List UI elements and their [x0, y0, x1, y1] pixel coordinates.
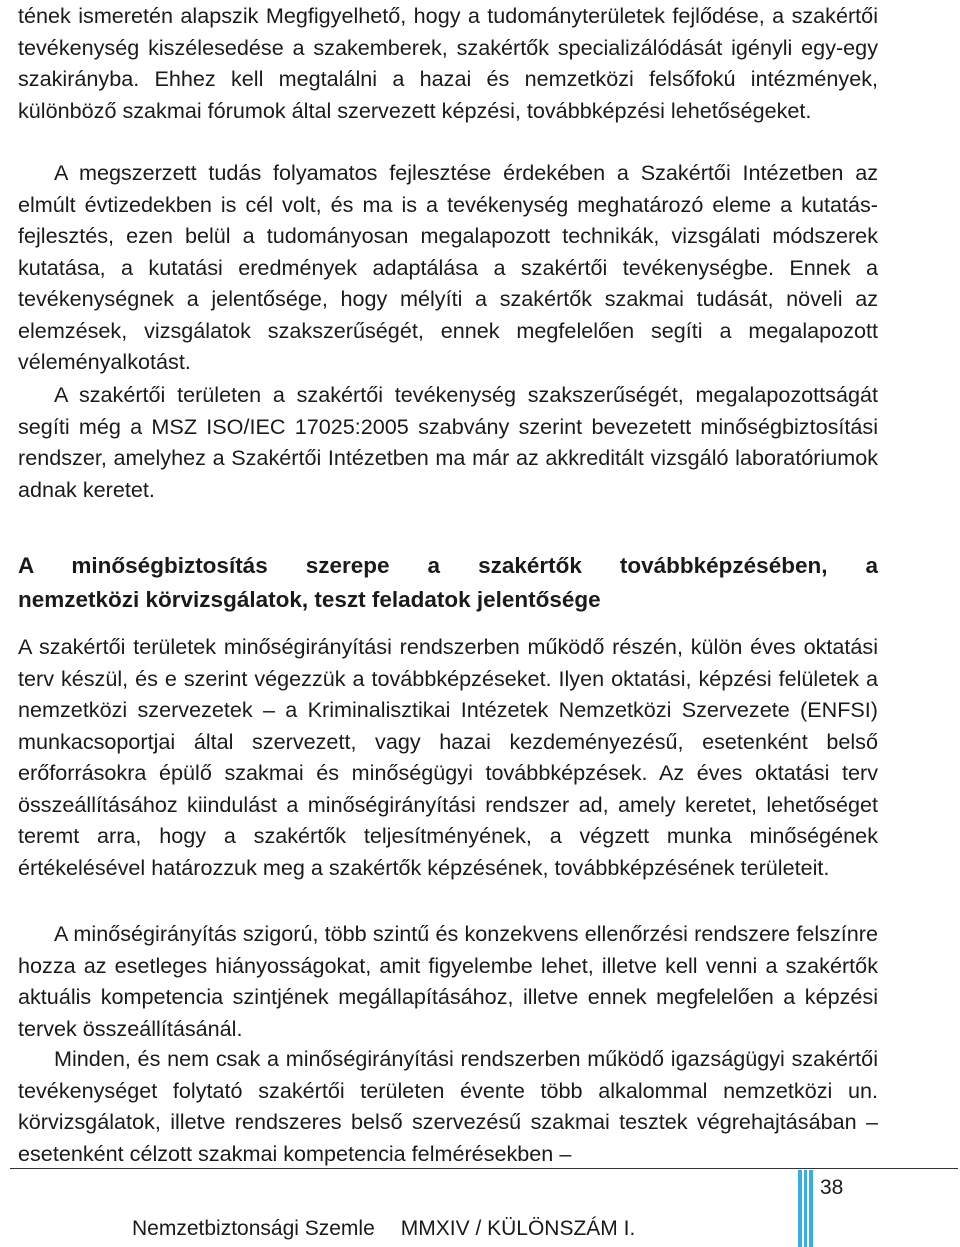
paragraph-quality-system: A szakértői területen a szakértői tevékenység szakszerűségét, megalapozottságát segíti még a MSZ ISO/IEC 17025:2005 szabvány szerint bevezetett minőségbiztosítási rendszer, amelyhez a Szakértői Intézetben ma már az akkreditált vizsgáló laboratóriumok adnak keretet.: [18, 382, 878, 502]
accent-bar: [798, 1170, 802, 1247]
section-heading-line-2: nemzetközi körvizsgálatok, teszt feladatok jelentősége: [18, 587, 601, 612]
paragraph-research-development: A megszerzett tudás folyamatos fejlesztése érdekében a Szakértői Intézetben az elmúlt évtizedekben is cél volt, és ma is a tevékenység meghatározó eleme a kutatás-fejlesztés, ezen belül a tudományosan megalapozott technikák, vizsgálati módszerek kutatása, a kutatási eredmények adaptálása a szakértői tevékenységbe. Ennek a tevékenységnek a jelentősége, hogy mélyíti a szakértők szakmai tudását, növeli az elemzések, vizsgálatok szakszerűségét, ennek megfelelően segíti a megalapozott véleményalkotást.: [18, 160, 878, 374]
section-heading-line-1: A minőségbiztosítás szerepe a szakértők továbbképzésében, a: [18, 553, 878, 578]
paragraph-intro-continuation: tének ismeretén alapszik Megfigyelhető, hogy a tudományterületek fejlődése, a szakértői tevékenység kiszélesedése a szakemberek, szakértők specializálódását igényli egy-egy szakirányba. Ehhez kell megtalálni a hazai és nemzetközi felsőfokú intézmények, különböző szakmai fórumok által szervezett képzési, továbbképzési lehetőségeket.: [18, 3, 878, 123]
journal-issue: MMXIV / KÜLÖNSZÁM I.: [400, 1217, 636, 1240]
accent-bar: [804, 1170, 807, 1247]
footer-journal-info: [132, 1215, 635, 1243]
page-number: 38: [820, 1176, 844, 1199]
accent-bar: [809, 1170, 813, 1247]
paragraph-training-plan: A szakértői területek minőségirányítási rendszerben működő részén, külön éves oktatási terv készül, és e szerint végezzük a továbbképzéseket. Ilyen oktatási, képzési felületek a nemzetközi szervezetek – a Kriminalisztikai Intézetek Nemzetközi Szervezete (ENFSI) munkacsoportjai által szervezett, vagy hazai kezdeményezésű, esetenként belső erőforrásokra épülő szakmai és minőségügyi továbbképzések. Az éves oktatási terv összeállításához kiindulást a minőségirányítási rendszer ad, amely keretet, lehetőséget teremt arra, hogy a szakértők teljesítményének, a végzett munka minőségének értékelésével határozzuk meg a szakértők képzésének, továbbképzésének területeit.: [18, 634, 878, 880]
paragraph-quality-control: A minőségirányítás szigorú, több szintű és konzekvens ellenőrzési rendszere felszínre hozza az esetleges hiányosságokat, amit figyelembe lehet, illetve kell venni a szakértők aktuális kompetencia szintjének megállapításához, illetve ennek megfelelően a képzési tervek összeállításánál.: [18, 921, 878, 1041]
footer-divider: [10, 1168, 958, 1169]
section-heading: [18, 549, 878, 617]
paragraph-proficiency-tests: Minden, és nem csak a minőségirányítási rendszerben működő igazságügyi szakértői tevékenységet folytató szakértői területen évente több alkalommal nemzetközi un. körvizsgálatok, illetve rendszeres belső szervezésű szakmai tesztek végrehajtásában –esetenként célzott szakmai kompetencia felmérésekben –: [18, 1046, 878, 1166]
footer-accent-bars: [798, 1170, 818, 1247]
journal-title: Nemzetbiztonsági Szemle: [132, 1217, 375, 1240]
